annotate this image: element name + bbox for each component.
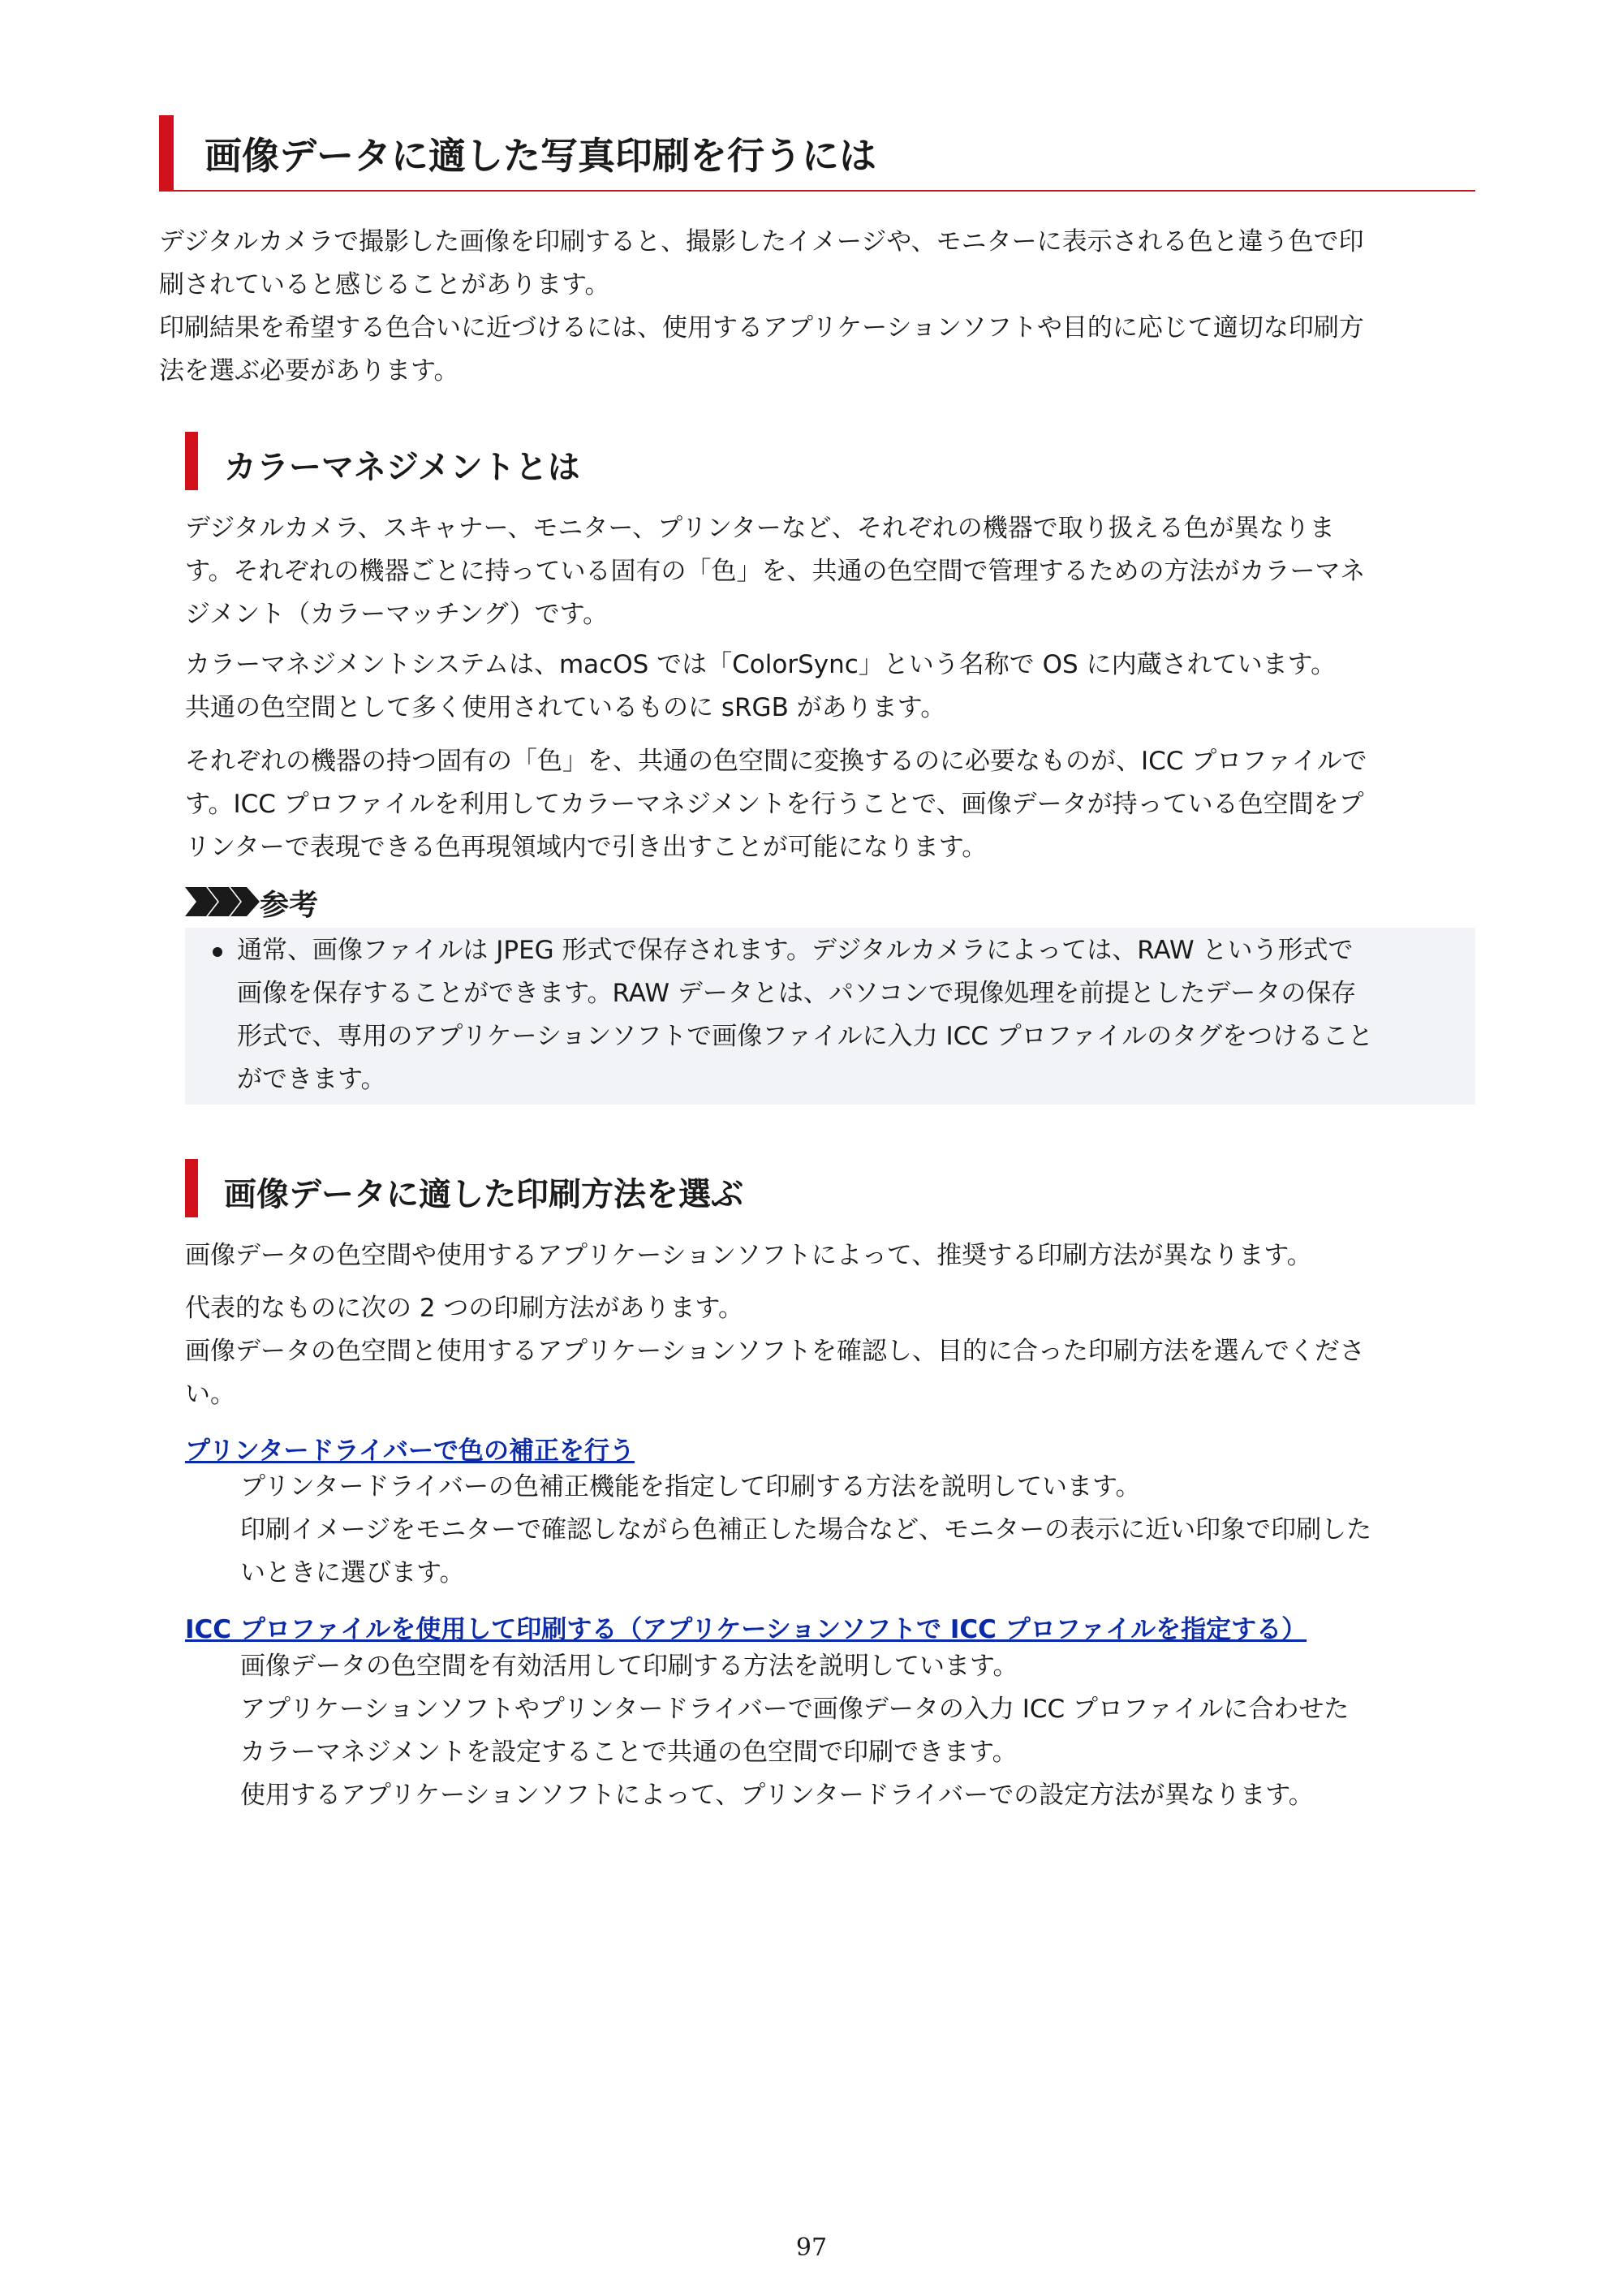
intro-line: デジタルカメラで撮影した画像を印刷すると、撮影したイメージや、モニターに表示される色と違う色で印: [159, 227, 1364, 256]
text-line: リンターで表現できる色再現領域内で引き出すことが可能になります。: [185, 833, 988, 862]
intro-line: 印刷結果を希望する色合いに近づけるには、使用するアプリケーションソフトや目的に応じて適切な印刷方: [159, 313, 1364, 342]
text-line: 画像データの色空間と使用するアプリケーションソフトを確認し、目的に合った印刷方法を選んでくださ: [185, 1337, 1365, 1366]
text-line: 通常、画像ファイルは JPEG 形式で保存されます。デジタルカメラによっては、RAW という形式で: [237, 936, 1354, 965]
title-accent-bar: [159, 115, 174, 190]
print-method-paragraph-2: [185, 1287, 1475, 1416]
chevron-right-icon: [185, 887, 263, 916]
intro-line: 法を選ぶ必要があります。: [159, 356, 459, 386]
link2-description: [240, 1645, 1475, 1817]
text-line: 共通の色空間として多く使用されているものに sRGB があります。: [185, 693, 946, 722]
note-box: [185, 928, 1475, 1105]
text-line: デジタルカメラ、スキャナー、モニター、プリンターなど、それぞれの機器で取り扱える色が異なりま: [185, 514, 1335, 543]
color-management-paragraph-1: [185, 507, 1475, 636]
print-method-paragraph-1: [185, 1234, 1475, 1277]
text-line: 形式で、専用のアプリケーションソフトで画像ファイルに入力 ICC プロファイルのタグをつけること: [237, 1022, 1374, 1051]
text-line: 画像データの色空間や使用するアプリケーションソフトによって、推奨する印刷方法が異なります。: [185, 1241, 1312, 1270]
text-line: 代表的なものに次の 2 つの印刷方法があります。: [185, 1294, 743, 1323]
text-line: カラーマネジメントシステムは、macOS では「ColorSync」という名称で OS に内蔵されています。: [185, 650, 1337, 679]
text-line: プリンタードライバーの色補正機能を指定して印刷する方法を説明しています。: [240, 1472, 1141, 1501]
page-number: 97: [795, 2234, 828, 2262]
text-line: ができます。: [237, 1065, 386, 1094]
bullet-icon: [213, 947, 222, 957]
text-line: い。: [185, 1380, 235, 1409]
text-line: いときに選びます。: [240, 1558, 465, 1587]
text-line: 画像データの色空間を有効活用して印刷する方法を説明しています。: [240, 1652, 1018, 1681]
link-driver-color-correction[interactable]: プリンタードライバーで色の補正を行う: [185, 1437, 635, 1466]
intro-line: 刷されていると感じることがあります。: [159, 270, 610, 299]
section-accent-bar: [185, 1159, 198, 1217]
text-line: 使用するアプリケーションソフトによって、プリンタードライバーでの設定方法が異なります。: [240, 1781, 1314, 1810]
text-line: それぞれの機器の持つ固有の「色」を、共通の色空間に変換するのに必要なものが、ICC プロファイルで: [185, 747, 1367, 776]
text-line: アプリケーションソフトやプリンタードライバーで画像データの入力 ICC プロファイルに合わせた: [240, 1695, 1350, 1724]
link-icc-profile-printing[interactable]: ICC プロファイルを使用して印刷する（アプリケーションソフトで ICC プロファイルを指定する）: [185, 1615, 1307, 1644]
text-line: す。それぞれの機器ごとに持っている固有の「色」を、共通の色空間で管理するための方法がカラーマネ: [185, 557, 1366, 586]
color-management-paragraph-3: [185, 740, 1475, 869]
text-line: カラーマネジメントを設定することで共通の色空間で印刷できます。: [240, 1738, 1018, 1767]
link1-description: [240, 1466, 1475, 1595]
color-management-paragraph-2: [185, 644, 1475, 730]
text-line: 印刷イメージをモニターで確認しながら色補正した場合など、モニターの表示に近い印象で印刷した: [240, 1515, 1372, 1544]
section-heading-text: 画像データに適した印刷方法を選ぶ: [224, 1176, 743, 1213]
intro-paragraph: [159, 221, 1475, 393]
page-title: 画像データに適した写真印刷を行うには: [204, 134, 876, 178]
note-title: 参考: [260, 889, 319, 922]
page-title-block: [159, 115, 1475, 192]
section-heading-print-method: [185, 1159, 1475, 1217]
text-line: 画像を保存することができます。RAW データとは、パソコンで現像処理を前提としたデータの保存: [237, 979, 1357, 1008]
section-heading-color-management: [185, 432, 1475, 490]
note-text: [237, 929, 1454, 1101]
section-accent-bar: [185, 432, 198, 490]
section-heading-text: カラーマネジメントとは: [224, 449, 580, 486]
text-line: す。ICC プロファイルを利用してカラーマネジメントを行うことで、画像データが持っている色空間をプ: [185, 790, 1364, 819]
text-line: ジメント（カラーマッチング）です。: [185, 600, 609, 629]
